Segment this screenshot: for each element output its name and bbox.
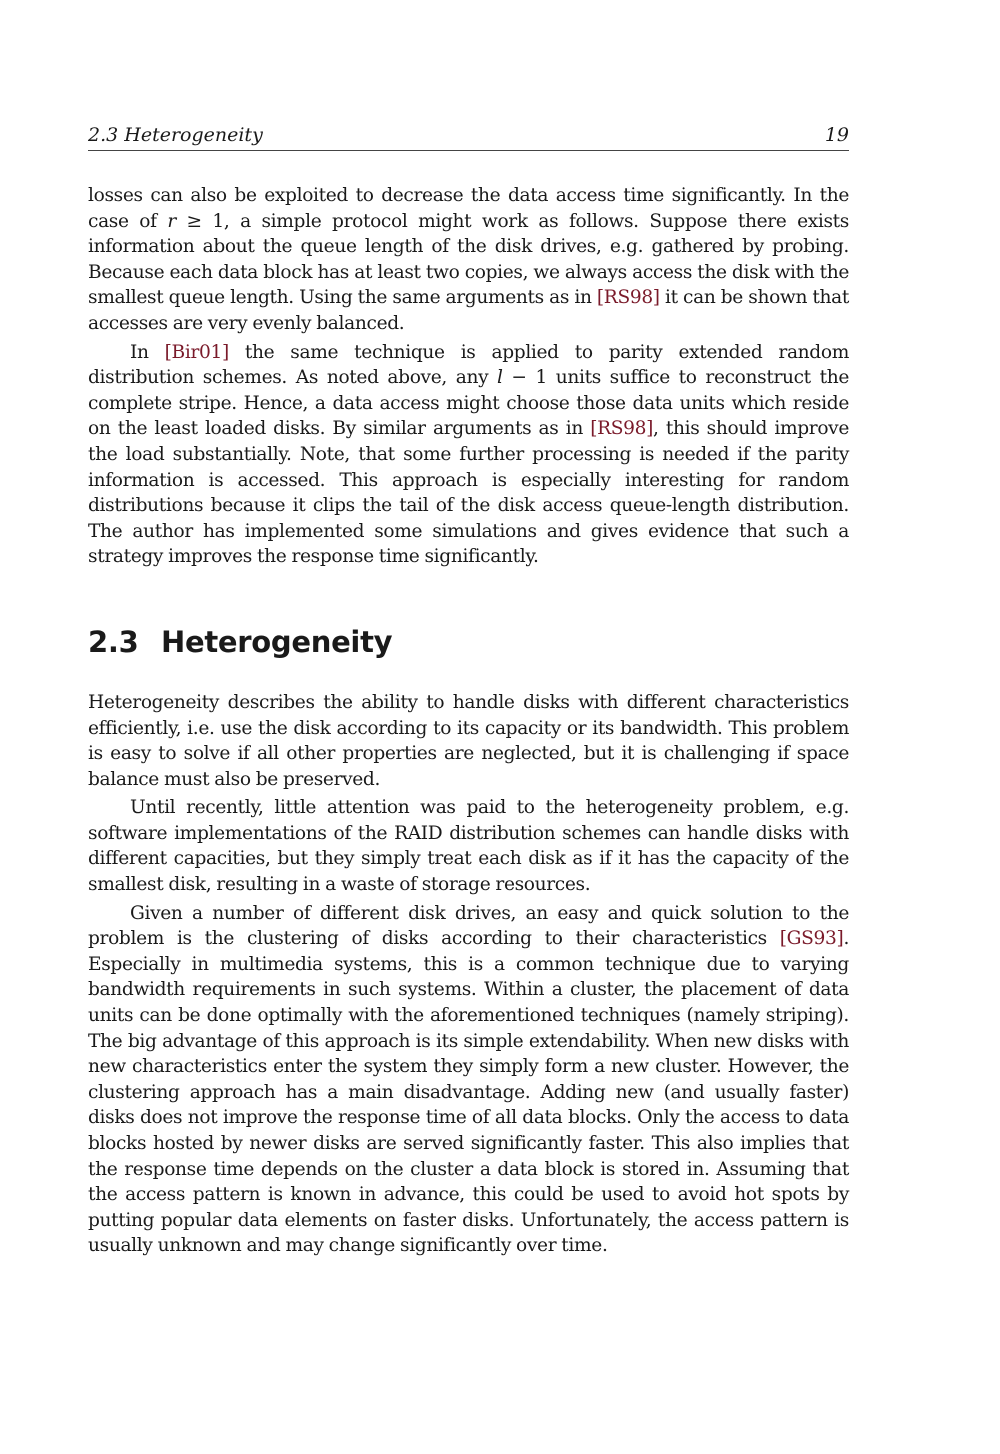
citation-bir01[interactable]: [Bir01] (164, 341, 229, 363)
paragraph-2-text-b: the same technique is applied to parity extended random distribution schemes. As noted above, any (88, 341, 849, 389)
paragraph-5-text-b: . Especially in multimedia systems, this is a common technique due to varying bandwidth requirements in such systems. Within a cluster, the placement of data units can be done optimally with the aforementioned techniques (namely striping). The big advantage of this approach is its simple extendability. When new disks with new characteristics enter the system they simply form a new cluster. However, the clustering approach has a main disadvantage. Adding new (and usually faster) disks does not improve the response time of all data blocks. Only the access to data blocks hosted by newer disks are served significantly faster. This also implies that the response time depends on the cluster a data block is stored in. Assuming that the access pattern is known in advance, this could be used to avoid hot spots by putting popular data elements on faster disks. Unfortunately, the access pattern is usually unknown and may change significantly over time. (88, 928, 849, 1257)
paragraph-2-text-a: In (130, 341, 165, 363)
page-number: 19 (824, 124, 849, 146)
paragraph-2-text-c: − 1 units suffice to reconstruct the complete stripe. Hence, a data access might choose those data units which reside on the least loaded disks. By similar arguments as in (88, 367, 850, 440)
section-title: Heterogeneity (161, 624, 393, 659)
section-number: 2.3 (88, 624, 139, 659)
math-l: l (497, 367, 503, 389)
math-r: r (167, 210, 176, 232)
section-heading (88, 622, 849, 662)
paragraph-1-text-b: ≥ 1, a simple protocol might work as follows. Suppose there exists information about the queue length of the disk drives, e.g. gathered by probing. Because each data block has at least two copies, we always access the disk with the smallest queue length. Using the same arguments as in (88, 210, 849, 309)
paragraph-2-text-d: , this should improve the load substantially. Note, that some further processing is needed if the parity information is accessed. This approach is especially interesting for random distributions because it clips the tail of the disk access queue-length distribution. The author has implemented some simulations and gives evidence that such a strategy improves the response time significantly. (88, 418, 849, 568)
paragraph-1-text-a: losses can also be exploited to decrease the data access time significantly. In the case of (88, 185, 849, 232)
paragraph-5 (88, 901, 849, 1259)
paragraph-1 (88, 183, 849, 337)
page (88, 120, 849, 1259)
citation-gs93[interactable]: [GS93] (779, 928, 844, 950)
citation-rs98[interactable]: [RS98] (596, 287, 660, 309)
body-text (88, 183, 849, 1259)
paragraph-2 (88, 340, 849, 570)
running-header-section: 2.3 Heterogeneity (88, 124, 263, 146)
running-header (88, 120, 849, 151)
paragraph-3: Heterogeneity describes the ability to handle disks with different characteristics efficiently, i.e. use the disk according to its capacity or its bandwidth. This problem is easy to solve if all other properties are neglected, but it is challenging if space balance must also be preserved. (88, 691, 849, 790)
paragraph-1-text-c: it can be shown that accesses are very evenly balanced. (88, 287, 849, 334)
citation-rs98-2[interactable]: [RS98] (590, 418, 654, 440)
paragraph-4: Until recently, little attention was paid to the heterogeneity problem, e.g. software implementations of the RAID distribution schemes can handle disks with different capacities, but they simply treat each disk as if it has the capacity of the smallest disk, resulting in a waste of storage resources. (88, 797, 849, 896)
paragraph-5-text-a: Given a number of different disk drives, an easy and quick solution to the problem is the clustering of disks according to their characteristics (88, 902, 849, 950)
